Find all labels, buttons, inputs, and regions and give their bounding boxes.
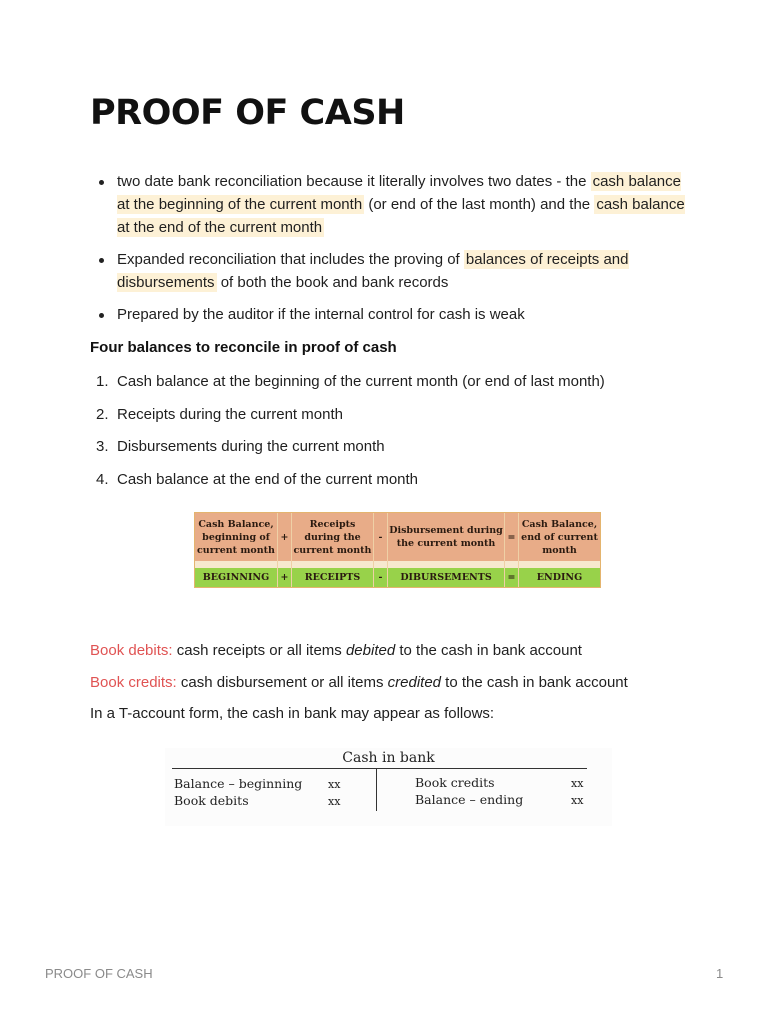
highlight: cash balance at the end of the current month xyxy=(117,196,685,236)
definitions xyxy=(90,639,730,734)
list-item: 3. Disbursements during the current month xyxy=(96,438,385,455)
t-account-horizontal-rule xyxy=(172,768,587,769)
equation-summary-row xyxy=(195,568,600,587)
equation-cell: Receipts during the current month xyxy=(292,513,374,561)
section-subheading: Four balances to reconcile in proof of cash xyxy=(90,339,397,356)
book-debits-definition: Book debits: cash receipts or all items debited to the cash in bank account xyxy=(90,642,582,659)
footer-title: PROOF OF CASH xyxy=(45,966,153,981)
list-item: 2. Receipts during the current month xyxy=(96,405,343,423)
equation-operator: - xyxy=(374,513,388,561)
t-account-intro: In a T-account form, the cash in bank may appear as follows: xyxy=(90,705,495,722)
proof-of-cash-equation-table xyxy=(194,512,601,588)
t-account-vertical-rule xyxy=(376,768,377,811)
term-label: Book credits: xyxy=(90,673,177,691)
bullet-item: Expanded reconciliation that includes the proving of balances of receipts and disbursements of both the book and bank records xyxy=(90,248,690,294)
term-label: Book debits: xyxy=(90,642,173,659)
equation-cell: Disbursement during the current month xyxy=(388,513,505,561)
credit-item: Book credits xyxy=(415,775,495,790)
equation-operator: - xyxy=(374,568,388,587)
equation-cell: BEGINNING xyxy=(195,568,278,587)
debit-item: Balance – beginning xyxy=(174,776,303,791)
credit-amount: xx xyxy=(571,777,584,790)
equation-cell: Cash Balance, beginning of current month xyxy=(195,513,278,561)
highlight: balances of receipts and disbursements xyxy=(117,251,629,291)
page-number: 1 xyxy=(716,966,724,981)
page-title: PROOF OF CASH xyxy=(90,93,405,133)
bullet-item: two date bank reconciliation because it literally involves two dates - the cash balance at the beginning of the current month (or end of the last month) and the cash balance at the end of the current month xyxy=(90,170,690,239)
equation-operator: = xyxy=(505,513,519,561)
equation-operator: + xyxy=(278,568,292,587)
debit-amount: xx xyxy=(328,778,341,791)
equation-operator: + xyxy=(278,513,292,561)
numbered-list xyxy=(90,370,690,500)
debit-item: Book debits xyxy=(174,793,249,808)
equation-operator: = xyxy=(505,568,519,587)
highlight: cash balance at the beginning of the current month xyxy=(117,173,681,213)
equation-header-row xyxy=(195,513,600,561)
list-item: 1. Cash balance at the beginning of the current month (or end of last month) xyxy=(96,373,605,390)
equation-cell: DIBURSEMENTS xyxy=(388,568,505,587)
debit-amount: xx xyxy=(328,795,341,808)
book-credits-definition: Book credits: cash disbursement or all items credited to the cash in bank account xyxy=(90,673,628,691)
t-account-title: Cash in bank xyxy=(342,750,435,766)
bullet-item: Prepared by the auditor if the internal control for cash is weak xyxy=(90,303,690,326)
list-item: 4. Cash balance at the end of the current month xyxy=(96,470,419,488)
equation-cell: RECEIPTS xyxy=(292,568,374,587)
credit-amount: xx xyxy=(571,794,584,807)
equation-cell: Cash Balance, end of current month xyxy=(521,518,598,556)
bullet-list xyxy=(90,170,690,335)
equation-cell: ENDING xyxy=(536,572,583,583)
t-account-figure xyxy=(165,748,612,826)
equation-spacer-row xyxy=(195,561,600,568)
credit-item: Balance – ending xyxy=(415,792,524,807)
